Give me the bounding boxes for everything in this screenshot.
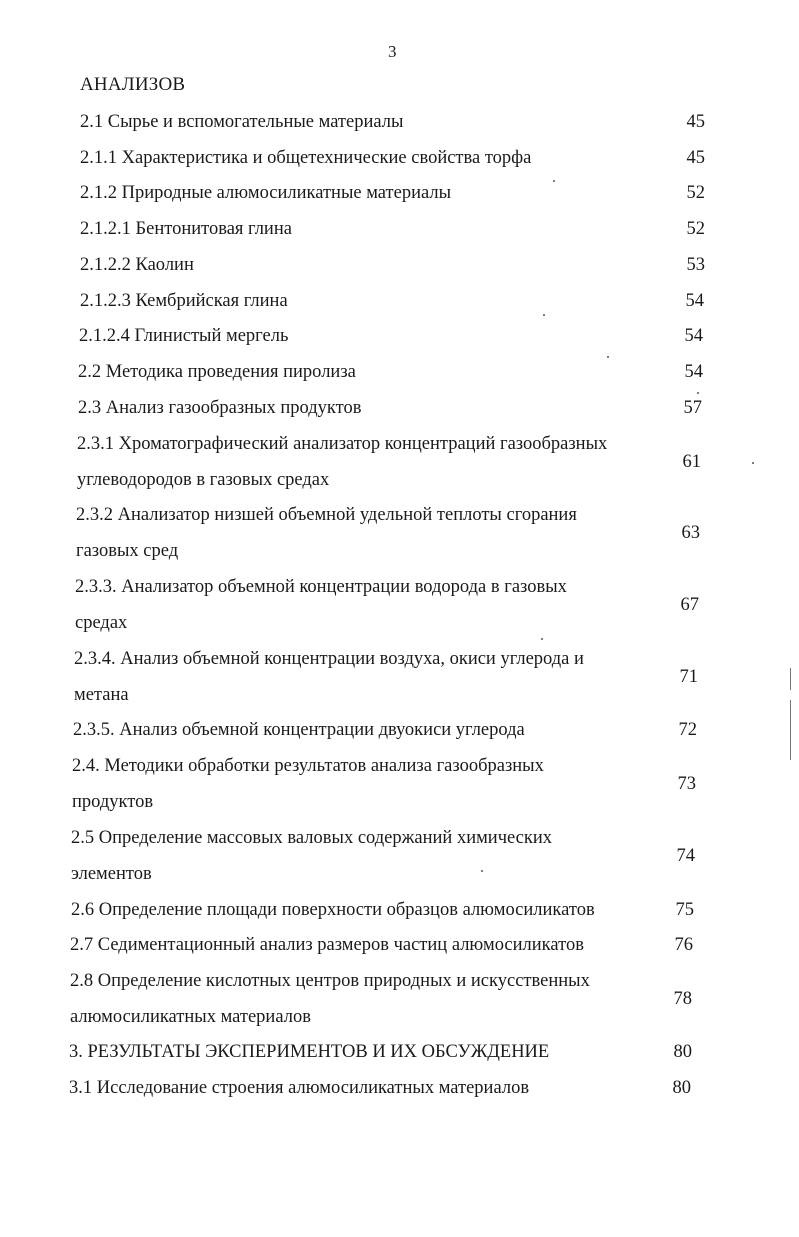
toc-entry-title: [80, 175, 451, 211]
scan-speck: [481, 870, 483, 872]
toc-entry-page: 72: [678, 720, 697, 740]
toc-line: 2.3 Анализ газообразных продуктов: [78, 398, 362, 418]
toc-line: 2.3.5. Анализ объемной концентрации двуокиси углерода: [73, 720, 525, 740]
toc-entry-title: [78, 354, 356, 390]
section-heading-continuation: АНАЛИЗОВ: [80, 74, 186, 95]
scan-edge-mark: [790, 700, 791, 760]
toc-line: 2.1.2.1 Бентонитовая глина: [80, 219, 292, 239]
toc-line: элементов: [71, 864, 152, 884]
toc-line: 2.8 Определение кислотных центров природных и искусственных: [70, 971, 590, 991]
scan-speck: [541, 638, 543, 640]
toc-entry-title: [70, 927, 584, 963]
toc-line: 2.6 Определение площади поверхности образцов алюмосиликатов: [71, 900, 595, 920]
scan-speck: [752, 462, 754, 464]
toc-line: 2.1.1 Характеристика и общетехнические свойства торфа: [80, 148, 532, 168]
toc-line: 2.3.3. Анализатор объемной концентрации водорода в газовых: [75, 577, 567, 597]
toc-line: 2.1.2.2 Каолин: [80, 255, 194, 275]
toc-entry-title: [71, 820, 552, 892]
toc-entry-page: 71: [679, 667, 698, 687]
toc-line: 2.1.2.3 Кембрийская глина: [80, 291, 288, 311]
toc-entry-page: 76: [674, 935, 693, 955]
toc-entry-page: 63: [681, 523, 700, 543]
toc-entry-title: [77, 426, 607, 498]
toc-entry-page: 45: [686, 148, 705, 168]
toc-entry-title: [72, 748, 544, 820]
toc-line: 2.5 Определение массовых валовых содержаний химических: [71, 828, 553, 848]
scan-speck: [543, 314, 545, 316]
scan-speck: [697, 392, 699, 394]
toc-entry-title: [73, 712, 525, 748]
toc-line: 2.7 Седиментационный анализ размеров частиц алюмосиликатов: [70, 935, 584, 955]
scan-speck: [553, 180, 555, 182]
toc-entry-title: [80, 283, 288, 319]
toc-entry-page: 74: [676, 846, 695, 866]
toc-line: 2.1.2.4 Глинистый мергель: [79, 326, 289, 346]
toc-entry-page: 61: [682, 452, 701, 472]
toc-entry-page: 52: [686, 183, 705, 203]
toc-line: 2.1 Сырье и вспомогательные материалы: [80, 112, 404, 132]
toc-line: 3. РЕЗУЛЬТАТЫ ЭКСПЕРИМЕНТОВ И ИХ ОБСУЖДЕНИЕ: [69, 1042, 550, 1062]
toc-line: 2.1.2 Природные алюмосиликатные материалы: [80, 183, 452, 203]
toc-entry-page: 75: [675, 900, 694, 920]
toc-entry-page: 54: [685, 291, 704, 311]
toc-entry-title: [80, 247, 194, 283]
toc-entry-page: 57: [683, 398, 702, 418]
toc-entry-title: [71, 892, 595, 928]
toc-line: средах: [75, 613, 128, 633]
toc-entry-title: [74, 641, 584, 713]
toc-line: 3.1 Исследование строения алюмосиликатных материалов: [69, 1078, 530, 1098]
toc-line: метана: [74, 685, 129, 705]
toc-line: 2.3.1 Хроматографический анализатор концентраций газообразных: [77, 434, 608, 454]
toc-entry-page: 54: [684, 362, 703, 382]
toc-entry-title: [80, 104, 403, 140]
toc-line: алюмосиликатных материалов: [70, 1007, 311, 1027]
toc-line: газовых сред: [76, 541, 179, 561]
toc-entry-page: 80: [673, 1042, 692, 1062]
toc-entry-title: [79, 318, 288, 354]
toc-entry-page: 45: [686, 112, 705, 132]
toc-entry-page: 52: [686, 219, 705, 239]
toc-entry-title: [75, 569, 567, 641]
toc-line: продуктов: [72, 792, 154, 812]
toc-entry-page: 54: [684, 326, 703, 346]
toc-line: 2.3.2 Анализатор низшей объемной удельной теплоты сгорания: [76, 505, 577, 525]
toc-entry-title: [80, 211, 292, 247]
toc-entry-page: 53: [686, 255, 705, 275]
toc-line: 2.2 Методика проведения пиролиза: [78, 362, 356, 382]
scan-speck: [607, 356, 609, 358]
scan-edge-mark: [790, 668, 791, 690]
toc-entry-page: 78: [673, 989, 692, 1009]
toc-entry-title: [69, 1070, 529, 1106]
toc-line: углеводородов в газовых средах: [77, 470, 330, 490]
toc-entry-title: [78, 390, 361, 426]
toc-line: 2.3.4. Анализ объемной концентрации воздуха, окиси углерода и: [74, 649, 584, 669]
toc-entry-title: [76, 497, 577, 569]
toc-entry-page: 67: [680, 595, 699, 615]
toc-entry-title: [80, 140, 531, 176]
toc-entry-title: [69, 1034, 549, 1070]
toc-entry-page: 73: [677, 774, 696, 794]
page-number: 3: [388, 42, 397, 61]
toc-line: 2.4. Методики обработки результатов анализа газообразных: [72, 756, 544, 776]
toc-entry-title: [70, 963, 590, 1035]
toc-entry-page: 80: [672, 1078, 691, 1098]
